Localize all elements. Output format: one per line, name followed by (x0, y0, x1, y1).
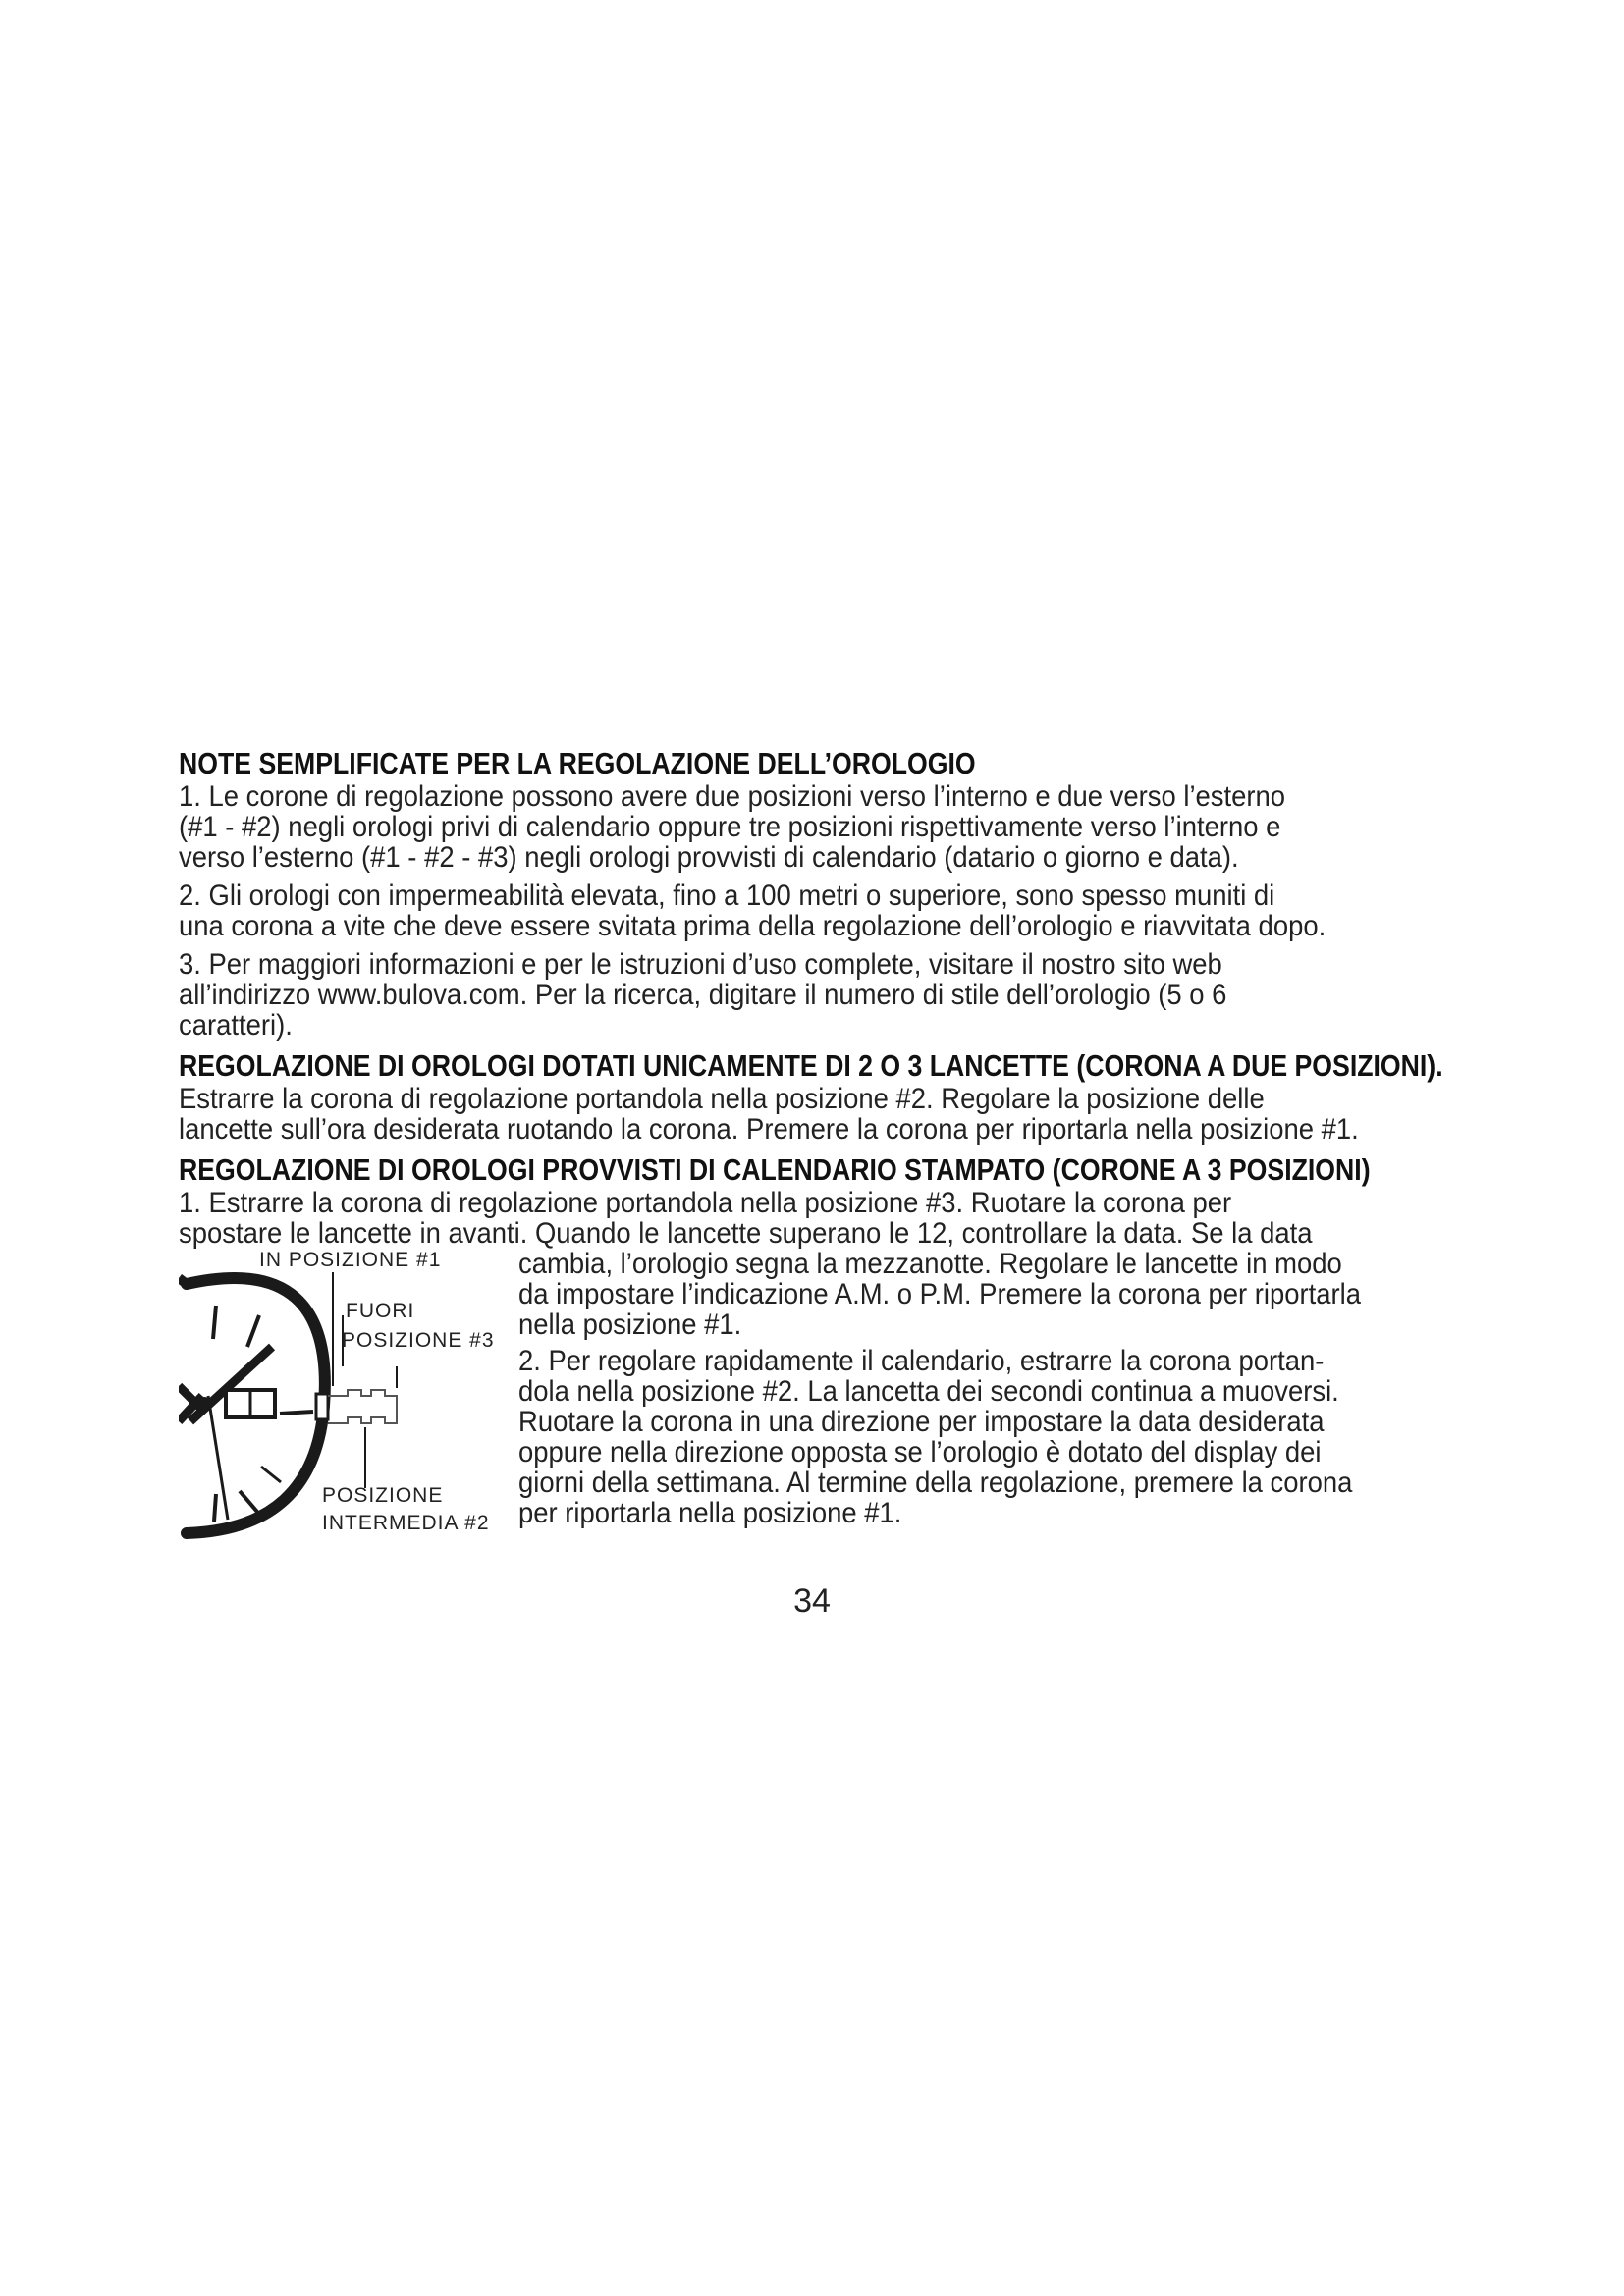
label-position-1: IN POSIZIONE #1 (259, 1249, 442, 1271)
side-line: giorni della settimana. Al termine della regolazione, premere la corona (518, 1467, 1353, 1499)
manual-page-content (179, 746, 1553, 1553)
paragraph-1-line-3: verso l’esterno (#1 - #2 - #3) negli orologi provvisti di calendario (datario o giorno e data). (179, 841, 1239, 874)
paragraph-2-line-1: 2. Gli orologi con impermeabilità elevata, fino a 100 metri o superiore, sono spesso muniti di (179, 880, 1275, 912)
side-line: dola nella posizione #2. La lancetta dei secondi continua a muoversi. (518, 1375, 1339, 1408)
paragraph-3-line-2: all’indirizzo www.bulova.com. Per la ricerca, digitare il numero di stile dell’orologio (5 o 6 (179, 979, 1227, 1011)
side-line: nella posizione #1. (518, 1308, 742, 1341)
paragraph-3-line-1: 3. Per maggiori informazioni e per le istruzioni d’uso complete, visitare il nostro sito web (179, 948, 1222, 981)
paragraph-1-line-1: 1. Le corone di regolazione possono avere due posizioni verso l’interno e due verso l’esterno (179, 780, 1286, 813)
label-out-position-3-line-1: FUORI (346, 1300, 415, 1322)
label-intermediate-2-line-2: INTERMEDIA #2 (322, 1512, 490, 1534)
figure-and-text-row (179, 1249, 1553, 1553)
crown-positions-diagram (179, 1249, 513, 1553)
paragraph-1-line-2: (#1 - #2) negli orologi privi di calendario oppure tre posizioni rispettivamente verso l’interno e (179, 811, 1281, 843)
page-number: 34 (793, 1582, 831, 1620)
side-line: oppure nella direzione opposta se l’orologio è dotato del display dei (518, 1436, 1322, 1468)
side-line: da impostare l’indicazione A.M. o P.M. Premere la corona per riportarla (518, 1278, 1362, 1310)
section-2-line-2: lancette sull’ora desiderata ruotando la corona. Premere la corona per riportarla nella posizione #1. (179, 1113, 1359, 1146)
side-line: cambia, l’orologio segna la mezzanotte. Regolare le lancette in modo (518, 1248, 1342, 1280)
label-intermediate-2-line-1: POSIZIONE (322, 1484, 444, 1507)
calendar-adjustment-text (518, 1249, 1500, 1528)
section-title-simplified-notes: NOTE SEMPLIFICATE PER LA REGOLAZIONE DELL’OROLOGIO (179, 746, 976, 780)
paragraph-3-line-3: caratteri). (179, 1009, 293, 1041)
paragraph-2-line-2: una corona a vite che deve essere svitata prima della regolazione dell’orologio e riavvitata dopo. (179, 910, 1326, 942)
section-title-two-three-hands: REGOLAZIONE DI OROLOGI DOTATI UNICAMENTE DI 2 O 3 LANCETTE (CORONA A DUE POSIZIONI). (179, 1048, 1443, 1083)
side-line: per riportarla nella posizione #1. (518, 1497, 902, 1529)
side-line: 2. Per regolare rapidamente il calendario, estrarre la corona portan- (518, 1345, 1325, 1377)
label-out-position-3-line-2: POSIZIONE #3 (342, 1329, 495, 1352)
section-3-line-2: spostare le lancette in avanti. Quando le lancette superano le 12, controllare la data. Se la data (179, 1217, 1313, 1250)
section-3-line-1: 1. Estrarre la corona di regolazione portandola nella posizione #3. Ruotare la corona per (179, 1187, 1232, 1219)
side-line: Ruotare la corona in una direzione per impostare la data desiderata (518, 1406, 1325, 1438)
section-2-line-1: Estrarre la corona di regolazione portandola nella posizione #2. Regolare la posizione delle (179, 1083, 1265, 1115)
section-title-printed-calendar: REGOLAZIONE DI OROLOGI PROVVISTI DI CALENDARIO STAMPATO (CORONE A 3 POSIZIONI) (179, 1152, 1371, 1187)
